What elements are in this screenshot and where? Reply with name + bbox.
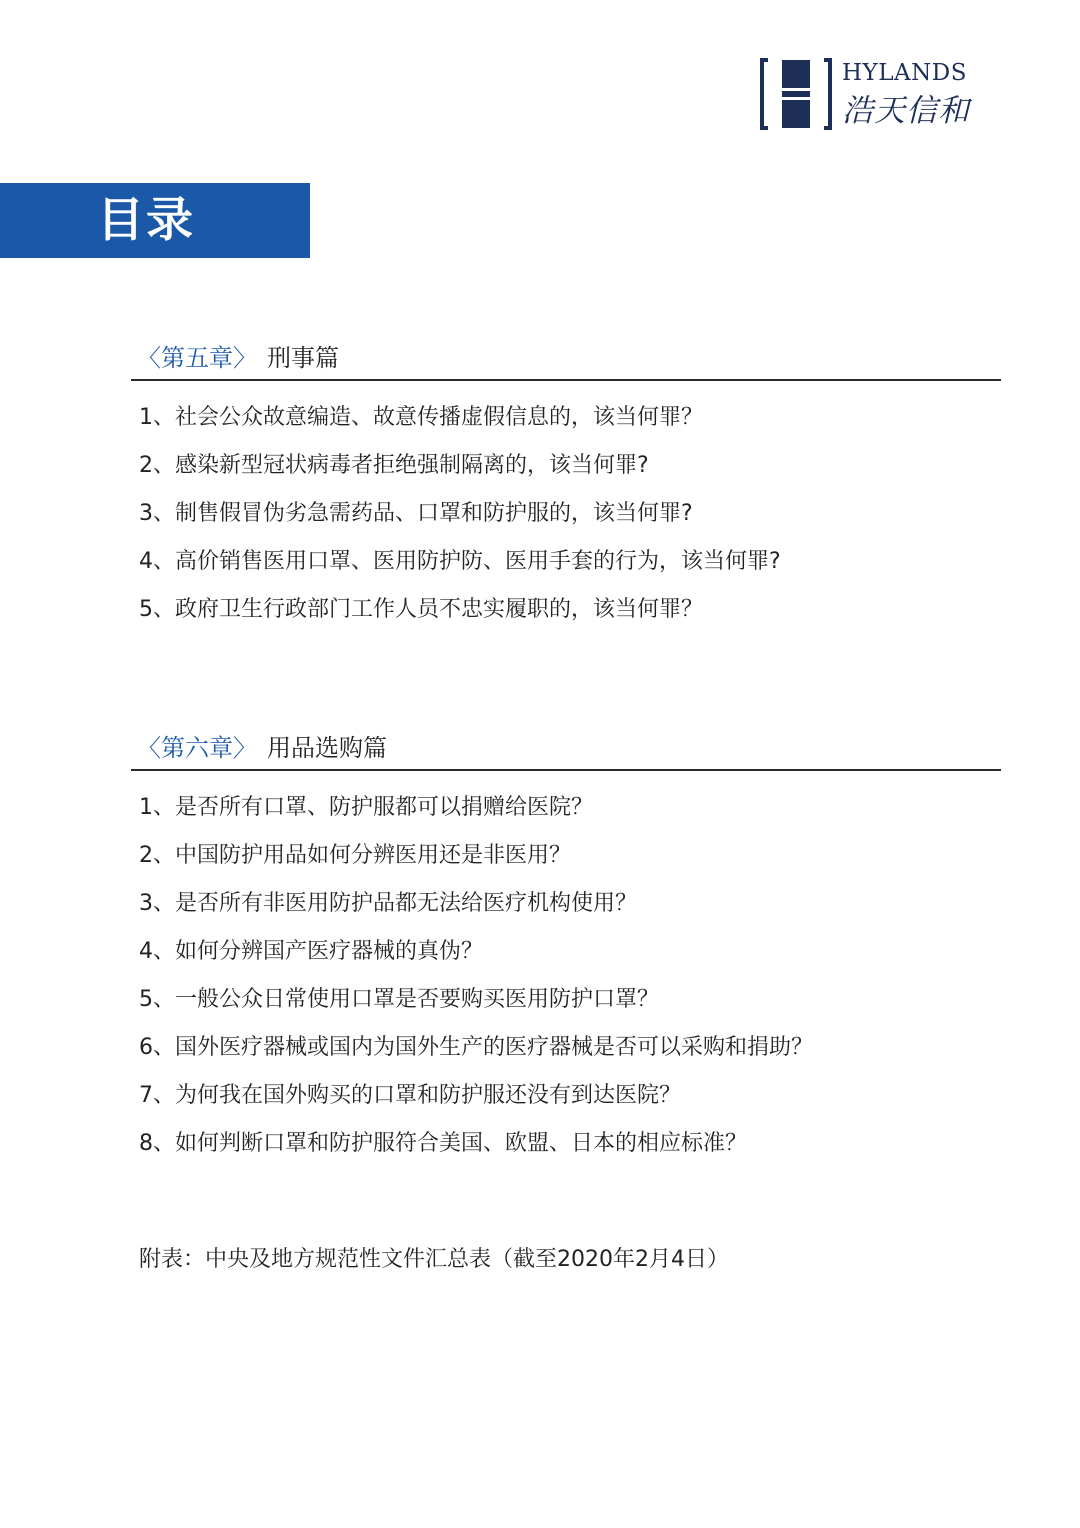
chapter-heading	[131, 337, 1001, 381]
item-text: 如何判断口罩和防护服符合美国、欧盟、日本的相应标准？	[175, 1131, 748, 1156]
chapter-number: 〈第五章〉	[137, 344, 257, 372]
item-text: 政府卫生行政部门工作人员不忠实履职的，该当何罪？	[175, 597, 704, 622]
toc-item[interactable]	[131, 544, 1001, 592]
chapter-title: 刑事篇	[267, 344, 339, 372]
item-number: 2、	[139, 453, 175, 478]
chapter-item-list	[131, 381, 1001, 640]
hylands-logo-mark-icon	[760, 56, 832, 132]
item-text: 为何我在国外购买的口罩和防护服还没有到达医院？	[175, 1083, 682, 1108]
item-number: 3、	[139, 891, 175, 916]
item-number: 1、	[139, 795, 175, 820]
item-number: 6、	[139, 1035, 175, 1060]
item-text: 高价销售医用口罩、医用防护防、医用手套的行为，该当何罪?	[175, 549, 781, 574]
item-text: 社会公众故意编造、故意传播虚假信息的，该当何罪？	[175, 405, 704, 430]
item-text: 是否所有非医用防护品都无法给医疗机构使用？	[175, 891, 638, 916]
item-number: 5、	[139, 987, 175, 1012]
chapter-heading	[131, 727, 1001, 771]
logo-english-text: HYLANDS	[842, 60, 967, 86]
item-text: 制售假冒伪劣急需药品、口罩和防护服的，该当何罪?	[175, 501, 693, 526]
item-text: 是否所有口罩、防护服都可以捐赠给医院？	[175, 795, 594, 820]
page-title: 目录	[97, 193, 195, 248]
chapter-item-list	[131, 771, 1001, 1174]
toc-item[interactable]	[131, 790, 1001, 838]
item-text: 如何分辨国产医疗器械的真伪？	[175, 939, 484, 964]
item-number: 2、	[139, 843, 175, 868]
item-text: 国外医疗器械或国内为国外生产的医疗器械是否可以采购和捐助？	[175, 1035, 814, 1060]
logo-chinese-text: 浩天信和	[842, 93, 970, 129]
chapter-6	[131, 727, 1001, 1174]
toc-item[interactable]	[131, 1126, 1001, 1174]
toc-item[interactable]	[131, 1078, 1001, 1126]
chapter-number: 〈第六章〉	[137, 734, 257, 762]
toc-item[interactable]	[131, 400, 1001, 448]
toc-item[interactable]	[131, 592, 1001, 640]
item-number: 1、	[139, 405, 175, 430]
hylands-logo	[760, 56, 980, 132]
toc-item[interactable]	[131, 886, 1001, 934]
chapter-title: 用品选购篇	[267, 734, 387, 762]
appendix-link[interactable]: 附表：中央及地方规范性文件汇总表（截至2020年2月4日）	[139, 1247, 729, 1272]
toc-item[interactable]	[131, 448, 1001, 496]
item-number: 5、	[139, 597, 175, 622]
item-number: 4、	[139, 549, 175, 574]
item-number: 7、	[139, 1083, 175, 1108]
chapter-5	[131, 337, 1001, 640]
item-number: 4、	[139, 939, 175, 964]
item-text: 一般公众日常使用口罩是否要购买医用防护口罩？	[175, 987, 660, 1012]
item-number: 8、	[139, 1131, 175, 1156]
toc-item[interactable]	[131, 934, 1001, 982]
toc-item[interactable]	[131, 1030, 1001, 1078]
toc-item[interactable]	[131, 982, 1001, 1030]
item-number: 3、	[139, 501, 175, 526]
title-banner	[0, 183, 310, 258]
item-text: 中国防护用品如何分辨医用还是非医用？	[175, 843, 572, 868]
item-text: 感染新型冠状病毒者拒绝强制隔离的，该当何罪?	[175, 453, 649, 478]
toc-item[interactable]	[131, 496, 1001, 544]
toc-item[interactable]	[131, 838, 1001, 886]
